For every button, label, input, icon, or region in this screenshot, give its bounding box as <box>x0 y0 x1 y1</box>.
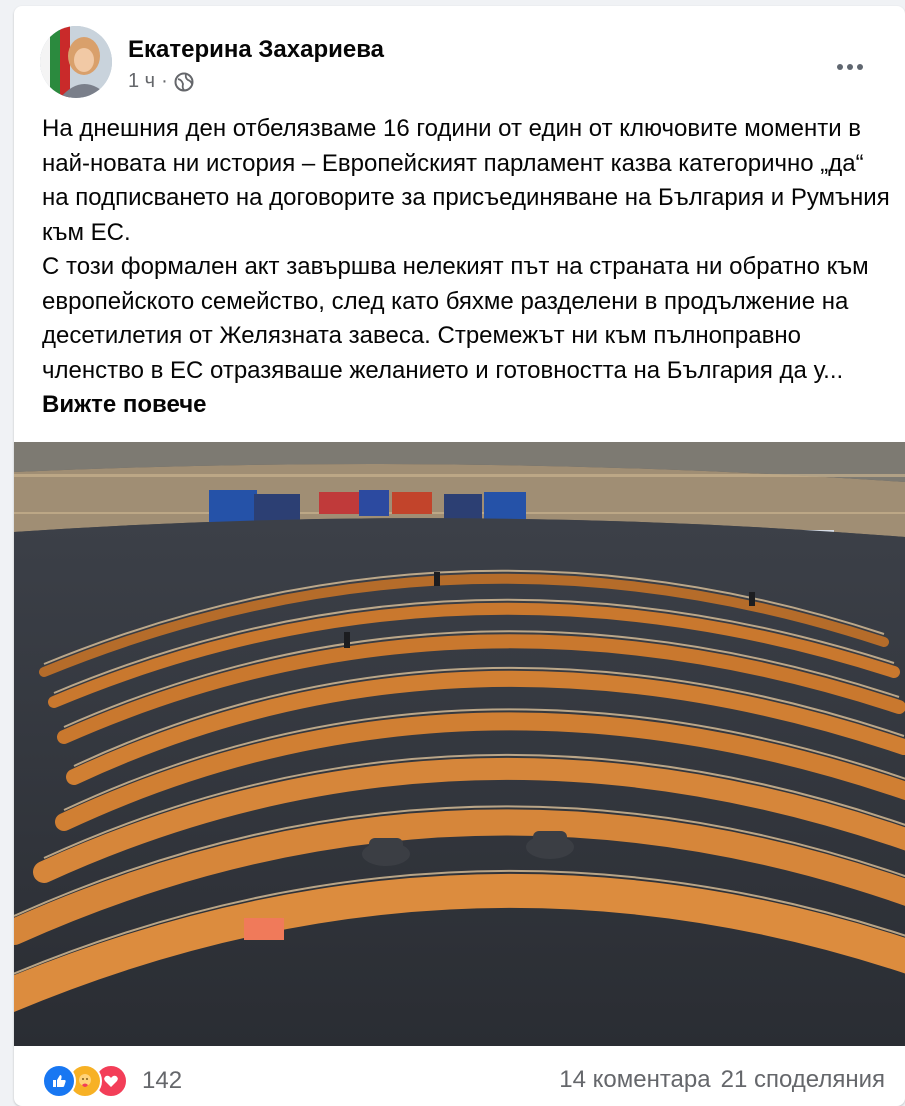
like-icon <box>42 1064 76 1098</box>
post-paragraph-2 <box>42 250 892 423</box>
reactions-summary[interactable] <box>42 1064 182 1098</box>
post-paragraph-1: На днешния ден отбелязваме 16 години от един от ключовите моменти в най-новата ни история – Европейският парламент казва категорично „да“ на подписването на договорите за присъединяване на България и Румъния към ЕС. <box>42 115 890 246</box>
author-avatar[interactable] <box>40 26 112 98</box>
post-footer <box>14 1058 905 1098</box>
post-photo-parliament[interactable] <box>14 442 905 1046</box>
more-options-icon[interactable] <box>833 54 867 80</box>
meta-separator: · <box>161 70 168 92</box>
author-name[interactable]: Екатерина Захариева <box>128 36 385 63</box>
post-time[interactable]: 1 ч <box>128 70 156 92</box>
shares-count[interactable]: 21 споделяния <box>720 1066 885 1093</box>
post-card <box>14 6 905 1106</box>
post-meta <box>128 70 194 93</box>
post-text <box>42 112 892 423</box>
globe-icon[interactable] <box>174 72 194 92</box>
post-header <box>40 26 905 106</box>
comments-count[interactable]: 14 коментара <box>559 1066 711 1093</box>
reaction-count: 142 <box>142 1067 183 1094</box>
post-paragraph-2-text: С този формален акт завършва нелекият път на страната ни обратно към европейското семейство, след като бяхме разделени в продължение на десетилетия от Желязната завеса. Стремежът ни към пълноправно членство в ЕС отразяваше желанието и готовността на България да у... <box>42 253 869 384</box>
see-more-link[interactable]: Вижте повече <box>42 391 207 418</box>
